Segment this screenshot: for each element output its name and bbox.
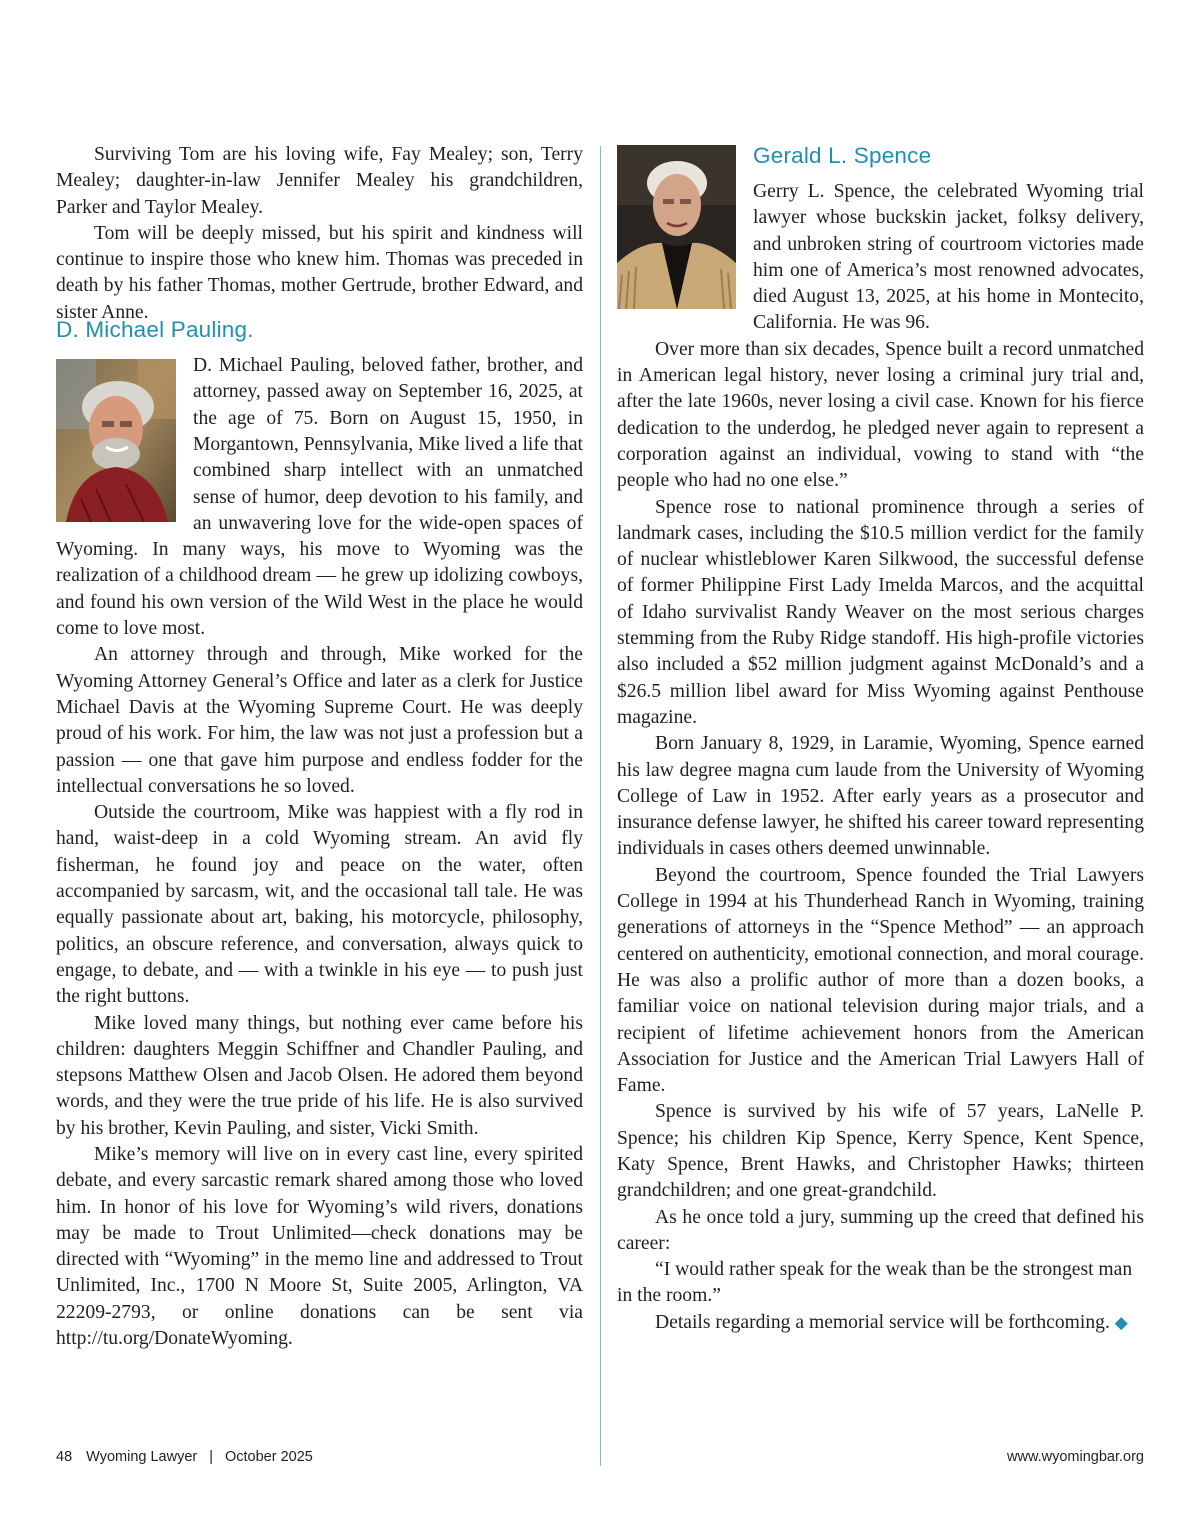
column-divider (600, 146, 601, 1466)
pauling-family-paragraph: Mike loved many things, but nothing ever came before his children: daughters Meggin Schiffner and Chandler Pauling, and stepsons Matthew Olsen and Jacob Olsen. He adored them beyond words, and they were the true pride of his life. He is also survived by his brother, Kevin Pauling, and sister, Vicki Smith. (56, 1012, 583, 1139)
spence-education-paragraph: Born January 8, 1929, in Laramie, Wyoming, Spence earned his law degree magna cum laude from the University of Wyoming College of Law in 1952. After early years as a prosecutor and insurance defense lawyer, he shifted his career toward representing individuals in cases others deemed unwinnable. (617, 733, 1144, 860)
mealey-remembrance-paragraph: Tom will be deeply missed, but his spirit and kindness will continue to inspire those who knew him. Thomas was preceded in death by his father Thomas, mother Gertrude, brother Edward, and sister Anne. (56, 222, 583, 323)
end-of-article-diamond-icon: ◆ (1114, 1312, 1128, 1332)
spence-survivors-paragraph: Spence is survived by his wife of 57 years, LaNelle P. Spence; his children Kip Spence, Kerry Spence, Kent Spence, Katy Spence, Brent Hawks, and Christopher Hawks; thirteen grandchildren; and one great-grandchild. (617, 1101, 1144, 1202)
footer-separator: | (209, 1449, 213, 1465)
left-column (56, 142, 583, 1352)
pauling-career-paragraph: An attorney through and through, Mike worked for the Wyoming Attorney General’s Office and later as a clerk for Justice Michael Davis at the Wyoming Supreme Court. He was deeply proud of his work. For him, the law was not just a profession but a passion — one that gave him purpose and endless fodder for the intellectual conversations he so loved. (56, 644, 583, 797)
issue-date: October 2025 (225, 1449, 313, 1465)
spence-portrait-image (617, 145, 736, 309)
right-column (617, 142, 1144, 1336)
footer-left (56, 1449, 313, 1465)
pauling-donations-paragraph: Mike’s memory will live on in every cast line, every spirited debate, and every sarcastic remark shared among those who loved him. In honor of his love for Wyoming’s wild rivers, donations may be made to Trout Unlimited—check donations may be directed with “Wyoming” in the memo line and addressed to Trout Unlimited, Inc., 1700 N Moore St, Suite 2005, Arlington, VA 22209-2793, or online donations can be sent via http://tu.org/DonateWyoming. (56, 1143, 583, 1350)
spence-legacy-paragraph: Beyond the courtroom, Spence founded the Trial Lawyers College in 1994 at his Thunderhead Ranch in Wyoming, training generations of attorneys in the “Spence Method” — an approach centered on authenticity, emotional connection, and moral courage. He was also a prolific author of more than a dozen books, a familiar voice on national television during major trials, and a recipient of lifetime achievement honors from the American Association for Justice and the American Trial Lawyers Hall of Fame. (617, 864, 1144, 1097)
page-number: 48 (56, 1449, 73, 1465)
spence-quote: “I would rather speak for the weak than be the strongest man in the room.” (617, 1259, 1133, 1307)
pauling-portrait-image (56, 359, 176, 522)
spence-memorial-paragraph (617, 1310, 1144, 1336)
pauling-hobbies-paragraph: Outside the courtroom, Mike was happiest with a fly rod in hand, waist-deep in a cold Wyoming stream. An avid fly fisherman, he found joy and peace on the water, often accompanied by sarcasm, wit, and the occasional tall tale. He was equally passionate about art, baking, his motorcycle, philosophy, politics, an obscure reference, and conversation, always quick to engage, to debate, and — with a twinkle in his eye — to push just the right buttons. (56, 802, 583, 1008)
spence-memorial-text: Details regarding a memorial service will be forthcoming. (655, 1311, 1110, 1333)
page-footer (56, 1449, 1144, 1469)
publication-name: Wyoming Lawyer (86, 1449, 198, 1465)
mealey-survivors-paragraph: Surviving Tom are his loving wife, Fay Mealey; son, Terry Mealey; daughter-in-law Jennifer Mealey his grandchildren, Parker and Taylor Mealey. (56, 144, 583, 218)
spence-creed-intro-paragraph: As he once told a jury, summing up the creed that defined his career: (617, 1206, 1144, 1254)
spence-cases-paragraph: Spence rose to national prominence through a series of landmark cases, including the $10.5 million verdict for the family of nuclear whistleblower Karen Silkwood, the successful defense of former Philippine First Lady Imelda Marcos, and the acquittal of Idaho survivalist Randy Weaver on the most serious charges stemming from the Ruby Ridge standoff. His high-profile victories also included a $52 million judgment against McDonald’s and a $26.5 million libel award for Miss Wyoming against Penthouse magazine. (617, 496, 1144, 728)
pauling-portrait-photo (56, 359, 176, 522)
spence-record-paragraph: Over more than six decades, Spence built a record unmatched in American legal history, never losing a criminal jury trial and, after the late 1960s, never losing a civil case. Known for his fierce dedication to the underdog, he pledged never again to represent a corporation against an individual, vowing to stand with “the people who had no one else.” (617, 338, 1144, 492)
pauling-heading: D. Michael Pauling. (56, 317, 254, 343)
spence-heading: Gerald L. Spence (753, 143, 932, 168)
pauling-intro-paragraph: D. Michael Pauling, beloved father, brother, and attorney, passed away on September 16, 2025, at the age of 75. Born on August 15, 1950, in Morgantown, Pennsylvania, Mike lived a life that combined sharp intellect with an unmatched sense of humor, deep devotion to his family, and an unwavering love for the wide-open spaces of Wyoming. In many ways, his move to Wyoming was the realization of a childhood dream — he grew up idolizing cowboys, and found his own version of the Wild West in the place he would come to love most. (56, 355, 583, 640)
spence-intro-paragraph: Gerry L. Spence, the celebrated Wyoming trial lawyer whose buckskin jacket, folksy delivery, and unbroken string of courtroom victories made him one of America’s most renowned advocates, died August 13, 2025, at his home in Montecito, California. He was 96. (753, 181, 1144, 334)
website-url: www.wyomingbar.org (1007, 1449, 1144, 1465)
spence-portrait-photo (617, 145, 736, 309)
